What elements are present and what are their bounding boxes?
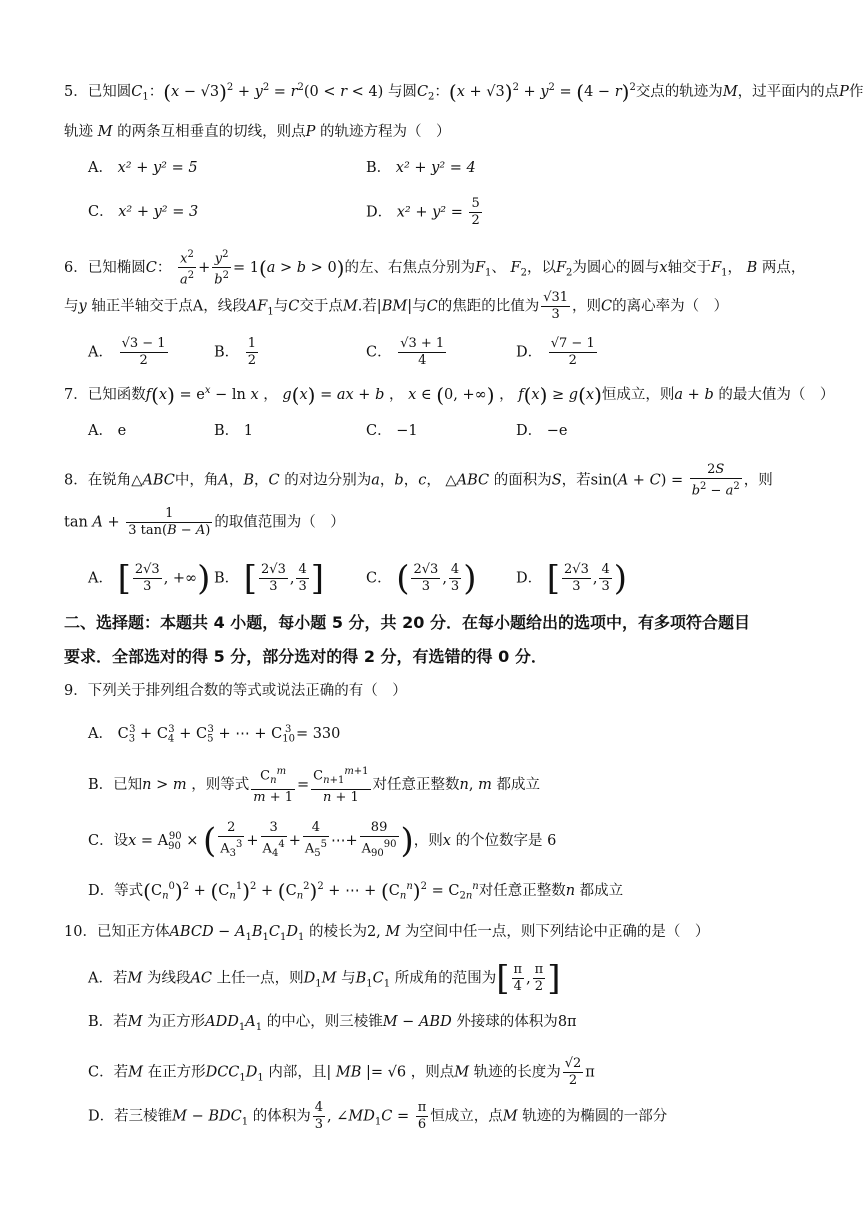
q9-option-c: C．设$x = A_{90}^{90}$ × ( $\frac{2}{A_3^3}$ + $\frac{3}{A_4^4}$ + $\frac{4}{A_5^5}$ ⋯+ $\frac{89}{A_{90}^{90}}$ )，则x 的个位数字是 6 [88,820,557,861]
q10-option-d: D．若三棱锥$M - BDC_1$ 的体积为 $\frac{4}{3}$ , $\angle MD_1C$ = $\frac{\pi}{6}$ 恒成立，点M 轨迹的为椭圆的一部分 [88,1100,668,1132]
section-2-heading-line1: 二、选择题：本题共 4 小题，每小题 5 分，共 20 分．在每小题给出的选项中，有多项符合题目 [64,613,750,632]
q8-stem-line2: tan A + $\frac{1}{3 \tan(B - A)}$ 的取值范围为（ ） [64,506,345,538]
q5-stem-line2: 轨迹 M 的两条互相垂直的切线，则点P 的轨迹方程为（ ） [64,124,451,140]
q10-option-c: C．若M 在正方形$DCC_1D_1$ 内部，且| MB |= √6 ，则点M 轨迹的长度为 $\frac{√2}{2}$ π [88,1056,595,1088]
q8-stem-line1: 8．在锐角△ABC中，角A，B，C 的对边分别为a，b，c， △ABC 的面积为S，若sin(A + C) = $\frac{2S}{b^2 - a^2}$ ，则 [64,462,773,499]
q6-option-a: A． $\frac{√3 - 1}{2}$ [88,336,166,368]
q8-option-a: A． [ $\frac{2√3}{3}$ , +∞) [88,558,211,599]
q7-option-d: D． −e [516,423,568,439]
q9-option-a: A． $C_3^3 + C_4^3 + C_5^3$ + ⋯ + $C_{10}^3 = 330$ [88,724,341,745]
q6-option-b: B． $\frac{1}{2}$ [214,336,257,368]
section-2-heading-line2: 要求．全部选对的得 5 分，部分选对的得 2 分，有选错的得 0 分． [64,647,547,666]
q5-option-b: B． x² + y² = 4 [366,160,476,176]
q7-option-c: C． −1 [366,423,418,439]
q8-option-d: D． [ $\frac{2√3}{3}$ , $\frac{4}{3}$ ) [516,558,627,599]
q8-option-c: C． ( $\frac{2√3}{3}$ , $\frac{4}{3}$ ) [366,558,477,599]
q7-option-b: B． 1 [214,423,253,439]
q10-option-a: A．若M 为线段AC 上任一点，则$D_1M$ 与$B_1C_1$ 所成角的范围为[ $\frac{\pi}{4}$ , $\frac{\pi}{2}$ ] [88,958,561,999]
q8-option-b: B． [ $\frac{2√3}{3}$ , $\frac{4}{3}$ ] [214,558,325,599]
q6-option-d: D． $\frac{√7 - 1}{2}$ [516,336,595,368]
q9-option-d: D．等式$(C_n^0)^2 + (C_n^1)^2 + (C_n^2)^2$ + ⋯ + $(C_n^n)^2 = C_{2n}^n$对任意正整数n 都成立 [88,878,624,903]
q6-option-c: C． $\frac{√3 + 1}{4}$ [366,336,445,368]
q9-option-b: B．已知n > m ，则等式 $\frac{C_n^m}{m + 1}$ = $\frac{C_{n+1}^{m+1}}{n + 1}$ 对任意正整数n, m 都成立 [88,766,540,805]
q5-option-d: D． x² + y² = $\frac{5}{2}$ [366,196,480,228]
q5-stem-line1: 5．已知圆$C_1$：$(x - √3)^2 + y^2 = r^2(0 < r < 4)$ 与圆$C_2$：$(x + √3)^2 + y^2 = (4 - r)^2$交点的轨迹为M，过平面内的点P作 [64,79,863,104]
q5-option-c: C． x² + y² = 3 [88,204,199,220]
q7-option-a: A． e [88,423,127,439]
q9-stem: 9．下列关于排列组合数的等式或说法正确的有（ ） [64,683,407,699]
q10-stem: 10．已知正方体ABCD − $A_1B_1C_1D_1$ 的棱长为2, M 为空间中任一点，则下列结论中正确的是（ ） [64,924,710,943]
q10-option-b: B．若M 为正方形$ADD_1A_1$ 的中心，则三棱锥M − ABD 外接球的体积为8π [88,1014,577,1033]
q6-stem-line1: 6．已知椭圆C： $\frac{x^2}{a^2}$ + $\frac{y^2}{b^2}$ = 1(a > b > 0)的左、右焦点分别为$F_1$、 $F_2$，以$F_2$为圆心的圆与x轴交于$F_1$， B 两点， [64,249,806,288]
q6-stem-line2: 与y 轴正半轴交于点A，线段$AF_1$与C交于点M.若|BM|与C的焦距的比值为 $\frac{√31}{3}$ ，则C的离心率为（ ） [64,290,729,322]
q5-option-a: A． x² + y² = 5 [88,160,198,176]
q7-stem: 7．已知函数$f(x) = e^x - \ln x$ ， g(x) = ax + b ， x ∈ (0, +∞) ， f(x) ≥ g(x)恒成立，则a + b 的最大值为（ ） [64,382,835,407]
